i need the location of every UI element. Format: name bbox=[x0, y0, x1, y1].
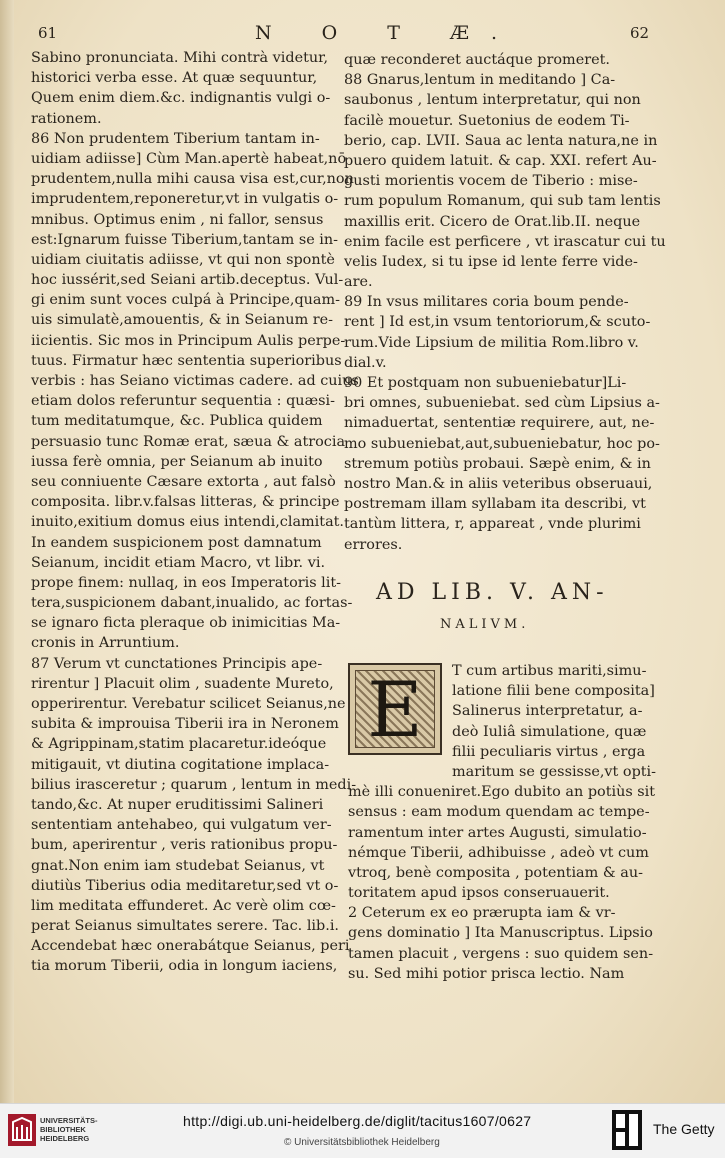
text-line: Seianum, incidit etiam Macro, vt libr. vi. bbox=[31, 554, 326, 571]
text-line: prudentem,nulla mihi causa visa est,cur,non bbox=[31, 171, 354, 188]
text-line: vtroq, benè composita , potentiam & au- bbox=[348, 864, 643, 881]
text-line: tuus. Firmatur hæc sententia superioribus bbox=[31, 352, 342, 369]
text-line: tamen placuit , vergens : suo quidem sen- bbox=[348, 945, 654, 962]
permalink-url[interactable]: http://digi.ub.uni-heidelberg.de/diglit/tacitus1607/0627 bbox=[183, 1113, 532, 1129]
text-line: Salinerus interpretatur, a- bbox=[452, 703, 643, 720]
text-line: mo subueniebat,aut,subueniebatur, hoc po- bbox=[344, 435, 660, 452]
text-line: latione filii bene composita] bbox=[452, 683, 655, 700]
library-name-line: BIBLIOTHEK bbox=[40, 1125, 86, 1134]
text-line: are. bbox=[344, 274, 373, 291]
text-line: facilè mouetur. Suetonius de eodem Ti- bbox=[344, 112, 630, 129]
text-line: & Agrippinam,statim placaretur.ideóque bbox=[31, 736, 327, 753]
text-line: rum populum Romanum, qui sub tam lentis bbox=[344, 193, 661, 210]
text-line: rationem. bbox=[31, 110, 102, 127]
text-line: saubonus , lentum interpretatur, qui non bbox=[344, 92, 641, 109]
text-line: velis Iudex, si tu ipse id lente ferre vide- bbox=[344, 253, 638, 270]
getty-label: The Getty bbox=[653, 1121, 715, 1137]
text-line: berio, cap. LVII. Saua ac lenta natura,ne in bbox=[344, 132, 658, 149]
text-line: 2 Ceterum ex eo prærupta iam & vr- bbox=[348, 905, 616, 922]
text-line: 89 In vsus militares coria boum pende- bbox=[344, 294, 629, 311]
text-line: bri omnes, subueniebat. sed cùm Lipsius a- bbox=[344, 395, 660, 412]
text-line: tia morum Tiberii, odia in longum iaciens, bbox=[31, 958, 338, 975]
viewer-footer bbox=[0, 1103, 725, 1158]
text-line: filii peculiaris virtus , erga bbox=[452, 743, 646, 760]
text-line: Sabino pronunciata. Mihi contrà videtur, bbox=[31, 50, 329, 66]
section-text bbox=[348, 661, 657, 984]
text-line: postremam illam syllabam ita describi, vt bbox=[344, 496, 646, 513]
text-line: composita. libr.v.falsas litteras, & principe bbox=[31, 494, 340, 511]
copyright-notice: © Universitätsbibliothek Heidelberg bbox=[284, 1137, 440, 1148]
section-subheading: NALIVM. bbox=[440, 617, 530, 632]
text-line: sensus : eam modum quendam ac tempe- bbox=[348, 804, 650, 821]
text-line: su. Sed mihi potior prisca lectio. Nam bbox=[348, 965, 625, 982]
text-line: gens dominatio ] Ita Manuscriptus. Lipsio bbox=[348, 925, 653, 942]
text-line: cronis in Arruntium. bbox=[31, 635, 180, 652]
text-line: tantùm littera, r, appareat , vnde plurimi bbox=[344, 516, 641, 533]
text-line: imprudentem,reponeretur,vt in vulgatis o- bbox=[31, 191, 339, 208]
text-line: tando,&c. At nuper eruditissimi Salineri bbox=[31, 796, 324, 813]
text-line: bilius irasceretur ; quarum , lentum in medi- bbox=[31, 776, 357, 793]
text-line: sententiam antehabeo, qui vulgatum ver- bbox=[31, 817, 332, 834]
text-line: Accendebat hæc onerabátque Seianus, peri bbox=[31, 938, 350, 955]
university-library-name bbox=[40, 1116, 98, 1143]
text-line: subita & improuisa Tiberii ira in Neronem bbox=[31, 716, 339, 733]
left-text-column bbox=[31, 48, 359, 977]
getty-logo-icon bbox=[612, 1110, 642, 1150]
text-line: seu conniuente Cæsare extorta , aut falsò bbox=[31, 473, 336, 490]
text-line: gusti morientis vocem de Tiberio : mise- bbox=[344, 173, 638, 190]
text-line: inuito,exitium domus eius intendi,clamitat. bbox=[31, 514, 345, 531]
text-line: mnibus. Optimus enim , ni fallor, sensus bbox=[31, 211, 324, 228]
text-line: rent ] Id est,in vsum tentoriorum,& scuto- bbox=[344, 314, 651, 331]
text-line: tera,suspicionem dabant,inualido, ac fortas- bbox=[31, 595, 353, 612]
text-line: tum meditatumque, &c. Publica quidem bbox=[31, 413, 323, 430]
text-line: 87 Verum vt cunctationes Principis ape- bbox=[31, 655, 323, 672]
text-line: In eandem suspicionem post damnatum bbox=[31, 534, 322, 551]
text-line: T cum artibus mariti,simu- bbox=[452, 663, 647, 679]
page-number-left: 61 bbox=[38, 24, 58, 42]
text-line: puero quidem latuit. & cap. XXI. refert Au- bbox=[344, 152, 657, 169]
text-line: némque Tiberii, adhibuisse , adeò vt cum bbox=[348, 844, 649, 861]
text-line: persuasio tunc Romæ erat, sæua & atrocia bbox=[31, 433, 346, 450]
text-line: 88 Gnarus,lentum in meditando ] Ca- bbox=[344, 72, 616, 89]
right-text-column bbox=[344, 50, 666, 555]
text-line: 86 Non prudentem Tiberium tantam in- bbox=[31, 130, 320, 147]
text-line: toritatem apud ipsos conseruauerit. bbox=[348, 885, 610, 902]
text-line: opperirentur. Verebatur scilicet Seianus,ne bbox=[31, 696, 346, 712]
library-name-line: UNIVERSITÄTS- bbox=[40, 1116, 98, 1125]
text-line: gi enim sunt voces culpá à Principe,quam- bbox=[31, 292, 341, 309]
text-line: enim facile est perficere , vt irascatur cui tu bbox=[344, 233, 666, 250]
text-line: lim meditata effunderet. Ac verè olim cœ- bbox=[31, 897, 336, 914]
text-line: maritum se gessisse,vt opti- bbox=[452, 763, 657, 780]
page-number-right: 62 bbox=[630, 24, 650, 42]
text-line: diutiùs Tiberius odia meditaretur,sed vt o- bbox=[31, 877, 339, 894]
text-line: perat Seianus simultates serere. Tac. lib.i. bbox=[31, 918, 339, 935]
text-line: prope finem: nullaq, in eos Imperatoris lit- bbox=[31, 574, 342, 591]
text-line: nostro Man.& in aliis veteribus obseruaui, bbox=[344, 475, 653, 492]
text-line: rirentur ] Placuit olim , suadente Mureto, bbox=[31, 675, 334, 692]
initial-letter: E bbox=[367, 664, 423, 754]
text-line: uidiam ciuitatis adiisse, vt qui non spontè bbox=[31, 251, 335, 268]
text-line: stremum potiùs probaui. Sæpè enim, & in bbox=[344, 455, 651, 472]
page-gutter-shadow bbox=[0, 0, 14, 1103]
text-line: mitigauit, vt diutina cogitatione implaca- bbox=[31, 756, 330, 773]
text-line: 90 Et postquam non subueniebatur]Li- bbox=[344, 375, 627, 391]
text-line: nimaduertat, sententiæ requirere, aut, ne- bbox=[344, 415, 655, 432]
text-line: uidiam adiisse] Cùm Man.apertè habeat,nō bbox=[31, 150, 347, 167]
text-line: bum, aperirentur , veris rationibus propu- bbox=[31, 837, 338, 854]
text-line: etiam dolos referuntur sequentia : quæsi- bbox=[31, 393, 335, 410]
text-line: uis simulatè,amouentis, & in Seianum re- bbox=[31, 312, 334, 329]
text-line: est:Ignarum fuisse Tiberium,tantam se in- bbox=[31, 231, 339, 248]
text-line: deò Iuliâ simulatione, quæ bbox=[452, 723, 647, 740]
text-line: se ignaro ficta pleraque ob inimicitias Ma- bbox=[31, 615, 341, 632]
text-line: historici verba esse. At quæ sequuntur, bbox=[31, 70, 318, 87]
text-line: verbis : has Seiano victimas cadere. ad cuius bbox=[31, 373, 359, 389]
text-line: iicientis. Sic mos in Principum Aulis perpe- bbox=[31, 332, 346, 349]
text-line: hoc iussérit,sed Seiani artib.deceptus. Vul- bbox=[31, 272, 344, 289]
text-line: mè illi conueniret.Ego dubito an potiùs sit bbox=[348, 784, 656, 801]
running-title: N O T Æ. bbox=[255, 22, 520, 44]
text-line: quæ reconderet auctáque promeret. bbox=[344, 52, 610, 68]
library-name-line: HEIDELBERG bbox=[40, 1134, 90, 1143]
text-line: maxillis erit. Cicero de Orat.lib.II. neque bbox=[344, 213, 641, 230]
text-line: dial.v. bbox=[344, 354, 387, 371]
text-line: gnat.Non enim iam studebat Seianus, vt bbox=[31, 857, 325, 874]
university-library-logo-icon bbox=[8, 1114, 36, 1146]
text-line: errores. bbox=[344, 536, 403, 553]
text-line: Quem enim diem.&c. indignantis vulgi o- bbox=[31, 90, 331, 107]
text-line: iussa ferè omnia, per Seianum ab inuito bbox=[31, 453, 323, 470]
text-line: ramentum inter artes Augusti, simulatio- bbox=[348, 824, 647, 841]
section-heading: AD LIB. V. AN- bbox=[376, 580, 609, 605]
text-line: rum.Vide Lipsium de militia Rom.libro v. bbox=[344, 334, 639, 351]
